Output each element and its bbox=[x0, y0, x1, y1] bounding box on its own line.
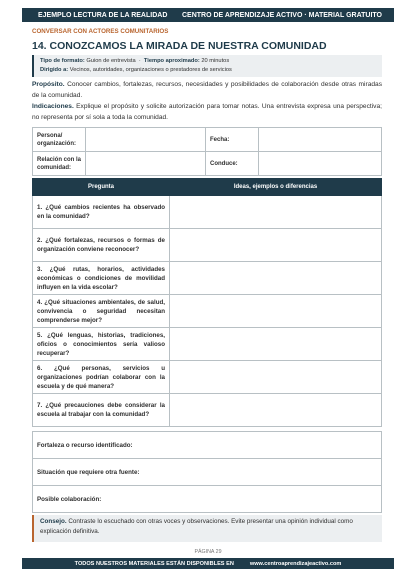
purpose-paragraph bbox=[32, 80, 382, 101]
meta-line-1: Tipo de formato: Guion de entrevista · Tiempo aproximado: 20 minutos bbox=[40, 58, 230, 64]
question-1: 1. ¿Qué cambios recientes ha observado en la comunidad? bbox=[33, 196, 170, 229]
answer-field-2[interactable] bbox=[170, 229, 382, 262]
table-row bbox=[33, 361, 382, 394]
person-field[interactable] bbox=[86, 128, 206, 152]
footer-bar bbox=[22, 558, 394, 569]
question-6: 6. ¿Qué personas, servicios u organizaciones podrían colaborar con la escuela y de qué manera? bbox=[33, 361, 170, 394]
format-label: Tipo de formato: bbox=[40, 58, 85, 64]
question-2: 2. ¿Qué fortalezas, recursos o formas de organización conviene reconocer? bbox=[33, 229, 170, 262]
format-value: Guion de entrevista bbox=[86, 58, 136, 64]
page-number: PÁGINA 29 bbox=[194, 549, 222, 555]
question-4: 4. ¿Qué situaciones ambientales, de salud, convivencia o seguridad necesitan comprenderse mejor? bbox=[33, 295, 170, 328]
time-value: 20 minutos bbox=[201, 58, 230, 64]
advice-text: Contraste lo escuchado con otras voces y observaciones. Evite presentar una opinión individual como explicación definitiva. bbox=[40, 518, 353, 535]
purpose-label: Propósito. bbox=[32, 81, 65, 88]
question-column-header: Pregunta bbox=[33, 179, 170, 196]
table-row bbox=[33, 196, 382, 229]
indications-text: Explique el propósito y solicite autorización para tomar notas. Una entrevista expresa una perspectiva; no representa por sí sola a toda la comunidad. bbox=[32, 103, 382, 121]
table-row bbox=[33, 262, 382, 295]
strength-field[interactable]: Fortaleza o recurso identificado: bbox=[33, 432, 382, 459]
header-left-text: EJEMPLO LECTURA DE LA REALIDAD bbox=[38, 11, 168, 19]
meta-box bbox=[32, 55, 382, 77]
table-row bbox=[33, 229, 382, 262]
collaboration-field[interactable]: Posible colaboración: bbox=[33, 486, 382, 513]
question-5: 5. ¿Qué lenguas, historias, tradiciones, oficios o conocimientos sería valioso recuperar? bbox=[33, 328, 170, 361]
person-label: Persona/ organización: bbox=[33, 128, 86, 152]
question-3: 3. ¿Qué rutas, horarios, actividades económicas o condiciones de movilidad influyen en la vida escolar? bbox=[33, 262, 170, 295]
relation-label: Relación con la comunidad: bbox=[33, 152, 86, 176]
answer-field-5[interactable] bbox=[170, 328, 382, 361]
conductor-field[interactable] bbox=[259, 152, 382, 176]
answer-field-6[interactable] bbox=[170, 361, 382, 394]
indications-label: Indicaciones. bbox=[32, 103, 74, 110]
table-row bbox=[33, 295, 382, 328]
situation-field[interactable]: Situación que requiere otra fuente: bbox=[33, 459, 382, 486]
date-field[interactable] bbox=[259, 128, 382, 152]
answer-field-1[interactable] bbox=[170, 196, 382, 229]
answer-field-3[interactable] bbox=[170, 262, 382, 295]
footer-link[interactable]: www.centroaprendizajeactivo.com bbox=[249, 560, 342, 567]
section-label: CONVERSAR CON ACTORES COMUNITARIOS bbox=[32, 28, 169, 35]
page-title: 14. CONOZCAMOS LA MIRADA DE NUESTRA COMUNIDAD bbox=[32, 40, 327, 52]
answer-field-7[interactable] bbox=[170, 394, 382, 427]
questions-table bbox=[32, 178, 382, 427]
table-row bbox=[33, 328, 382, 361]
date-label: Fecha: bbox=[206, 128, 259, 152]
purpose-text: Conocer cambios, fortalezas, recursos, necesidades y posibilidades de colaboración desde otras miradas de la comunidad. bbox=[32, 81, 382, 99]
indications-paragraph bbox=[32, 102, 382, 123]
advice-box bbox=[32, 515, 382, 542]
time-label: Tiempo aproximado: bbox=[143, 58, 200, 64]
advice-label: Consejo. bbox=[40, 518, 67, 525]
audience-label: Dirigido a: bbox=[40, 66, 69, 73]
header-bar bbox=[22, 8, 394, 22]
closing-table bbox=[32, 431, 382, 513]
audience-value: Vecinos, autoridades, organizaciones o prestadores de servicios bbox=[69, 66, 232, 73]
conductor-label: Conduce: bbox=[206, 152, 259, 176]
ideas-column-header: Ideas, ejemplos o diferencias bbox=[170, 179, 382, 196]
question-7: 7. ¿Qué precauciones debe considerar la escuela al trabajar con la comunidad? bbox=[33, 394, 170, 427]
info-table bbox=[32, 127, 382, 176]
table-row bbox=[33, 394, 382, 427]
relation-field[interactable] bbox=[86, 152, 206, 176]
header-right-text: CENTRO DE APRENDIZAJE ACTIVO · MATERIAL GRATUITO bbox=[181, 11, 382, 19]
footer-left-text: TODOS NUESTROS MATERIALES ESTÁN DISPONIBLES EN bbox=[74, 560, 234, 567]
meta-line-2 bbox=[40, 66, 376, 75]
answer-field-4[interactable] bbox=[170, 295, 382, 328]
